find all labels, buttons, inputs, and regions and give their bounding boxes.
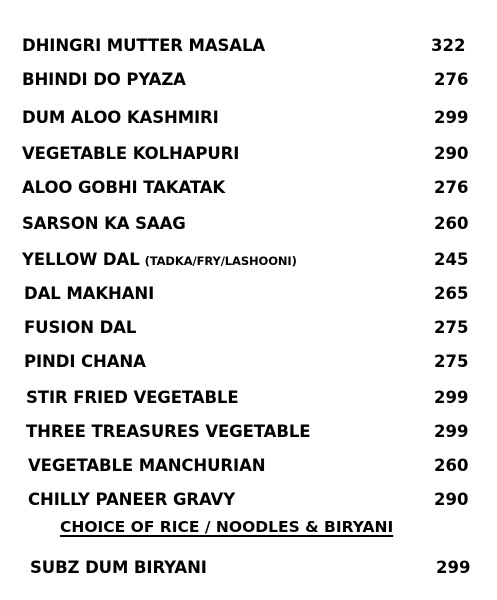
menu-item-note: (TADKA/FRY/LASHOONI) [144, 253, 297, 268]
menu-item-price: 276 [434, 177, 469, 197]
menu-item-name: SUBZ DUM BIRYANI [30, 557, 207, 577]
menu-item-price: 290 [434, 489, 469, 509]
menu-item-price: 245 [434, 249, 469, 269]
menu-item-name: BHINDI DO PYAZA [22, 69, 186, 89]
menu-item-price: 290 [434, 143, 469, 163]
menu-item-price: 299 [434, 107, 469, 127]
menu-item-name-text: YELLOW DAL [22, 249, 140, 269]
menu-item-price: 299 [434, 421, 469, 441]
menu-item-name: THREE TREASURES VEGETABLE [26, 421, 311, 441]
menu-item-price: 265 [434, 283, 469, 303]
section-heading: CHOICE OF RICE / NOODLES & BIRYANI [60, 518, 394, 536]
menu-item-price: 260 [434, 455, 469, 475]
menu-item-name [22, 250, 297, 269]
menu-item-name: SARSON KA SAAG [22, 213, 186, 233]
menu-item-name: DUM ALOO KASHMIRI [22, 107, 219, 127]
menu-item-name: CHILLY PANEER GRAVY [28, 489, 236, 509]
menu-item-price: 299 [434, 387, 469, 407]
menu-item-price: 276 [434, 69, 469, 89]
menu-item-name: ALOO GOBHI TAKATAK [22, 177, 226, 197]
menu-item-price: 275 [434, 351, 469, 371]
menu-item-price: 299 [436, 557, 471, 577]
menu-item-name: DHINGRI MUTTER MASALA [22, 35, 266, 55]
menu-item-name: STIR FRIED VEGETABLE [26, 387, 239, 407]
menu-item-price: 275 [434, 317, 469, 337]
menu-item-price: 260 [434, 213, 469, 233]
menu-item-name: PINDI CHANA [24, 351, 146, 371]
menu-item-name: VEGETABLE MANCHURIAN [28, 455, 266, 475]
menu-item-name: FUSION DAL [24, 317, 137, 337]
menu-item-name: DAL MAKHANI [24, 283, 155, 303]
menu-item-price: 322 [431, 35, 466, 55]
menu-item-name: VEGETABLE KOLHAPURI [22, 143, 240, 163]
